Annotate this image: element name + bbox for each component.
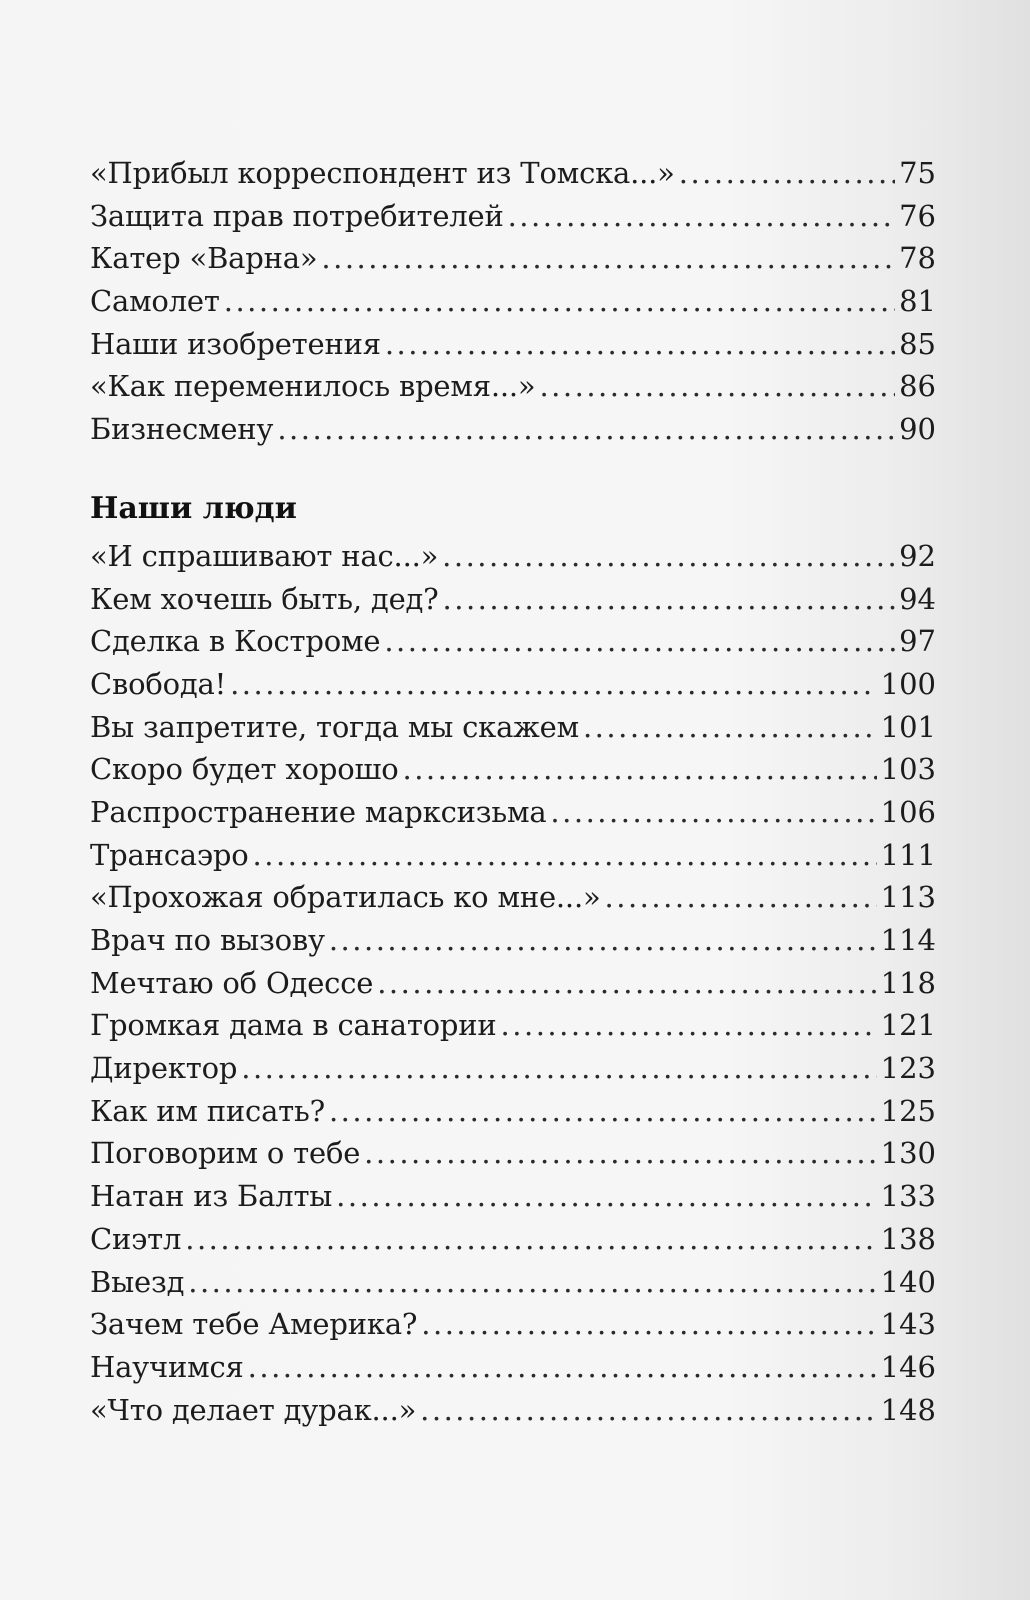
toc-entry-page: 148: [880, 1392, 936, 1427]
toc-entry: [90, 1047, 936, 1090]
toc-entry-page: 123: [880, 1051, 936, 1086]
toc-entry: [90, 834, 936, 877]
toc-entry-page: 103: [880, 752, 936, 787]
toc-section-1: [90, 152, 936, 451]
toc-entry: [90, 237, 936, 280]
toc-entry: [90, 876, 936, 919]
toc-entry-page: 90: [899, 412, 936, 447]
dot-leader: [188, 1261, 876, 1304]
dot-leader: [336, 1175, 876, 1218]
toc-entry-title: Распространение марксизьма: [90, 794, 547, 829]
dot-leader: [420, 1389, 877, 1432]
toc-entry-title: «И спрашивают нас...»: [90, 538, 439, 573]
toc-entry-page: 138: [880, 1221, 936, 1256]
dot-leader: [550, 791, 876, 834]
toc-entry-page: 106: [880, 794, 936, 829]
toc-entry-page: 92: [899, 538, 936, 573]
toc-entry: [90, 1175, 936, 1218]
toc-entry-title: Громкая дама в санатории: [90, 1008, 497, 1043]
toc-entry-title: «Что делает дурак...»: [90, 1392, 417, 1427]
toc-entry-title: Вы запретите, тогда мы скажем: [90, 709, 579, 744]
toc-entry: [90, 152, 936, 195]
toc-entry-title: Научимся: [90, 1349, 244, 1384]
dot-leader: [321, 237, 895, 280]
dot-leader: [241, 1047, 876, 1090]
toc-entry-title: Директор: [90, 1051, 238, 1086]
toc-entry: [90, 323, 936, 366]
toc-entry-title: Свобода!: [90, 666, 227, 701]
toc-entry: [90, 1218, 936, 1261]
toc-entry-title: Выезд: [90, 1264, 185, 1299]
toc-entry-page: 113: [880, 880, 936, 915]
toc-entry: [90, 195, 936, 238]
dot-leader: [402, 748, 876, 791]
toc-entry-title: Мечтаю об Одессе: [90, 965, 374, 1000]
dot-leader: [605, 876, 877, 919]
toc-entry: [90, 748, 936, 791]
toc-entry-title: Трансаэро: [90, 837, 249, 872]
toc-entry: [90, 919, 936, 962]
dot-leader: [248, 1346, 877, 1389]
toc-entry-page: 143: [880, 1307, 936, 1342]
toc-entry-title: Натан из Балты: [90, 1179, 333, 1214]
dot-leader: [583, 706, 877, 749]
dot-leader: [421, 1303, 876, 1346]
toc-entry-title: «Прибыл корреспондент из Томска...»: [90, 156, 675, 190]
toc-entry: [90, 791, 936, 834]
toc-entry: [90, 408, 936, 451]
toc-entry-title: Защита прав потребителей: [90, 198, 504, 233]
toc-entry-title: Самолет: [90, 284, 220, 319]
toc-entry: [90, 578, 936, 621]
toc-entry-title: Бизнесмену: [90, 412, 274, 447]
dot-leader: [384, 620, 895, 663]
toc-entry-page: 94: [899, 581, 936, 616]
dot-leader: [508, 195, 896, 238]
toc-entry-title: Сиэтл: [90, 1221, 182, 1256]
toc-entry: [90, 1346, 936, 1389]
toc-entry: [90, 1261, 936, 1304]
dot-leader: [224, 280, 895, 323]
toc-entry-title: Врач по вызову: [90, 923, 325, 957]
toc-entry: [90, 1132, 936, 1175]
dot-leader: [329, 1090, 877, 1133]
toc-entry: [90, 1004, 936, 1047]
toc-entry: [90, 1303, 936, 1346]
toc-entry-title: Сделка в Костроме: [90, 624, 381, 659]
toc-entry-title: Наши изобретения: [90, 326, 381, 361]
toc-entry: [90, 1090, 936, 1133]
dot-leader: [501, 1004, 877, 1047]
dot-leader: [329, 919, 877, 962]
toc-entry: [90, 706, 936, 749]
dot-leader: [185, 1218, 876, 1261]
toc-entry: [90, 620, 936, 663]
toc-entry-page: 125: [880, 1093, 936, 1128]
toc-entry-title: «Прохожая обратилась ко мне...»: [90, 880, 601, 915]
dot-leader: [443, 578, 896, 621]
toc-entry-title: Поговорим о тебе: [90, 1136, 361, 1171]
toc-entry-page: 101: [880, 709, 936, 744]
toc-entry-page: 81: [899, 284, 936, 319]
toc-entry-title: Катер «Варна»: [90, 241, 318, 276]
dot-leader: [253, 834, 877, 877]
toc-entry-page: 75: [899, 156, 936, 190]
dot-leader: [679, 152, 895, 195]
toc-entry-page: 85: [899, 326, 936, 361]
toc-entry-page: 114: [880, 923, 936, 957]
toc-entry-page: 130: [880, 1136, 936, 1171]
toc-entry: [90, 365, 936, 408]
dot-leader: [442, 535, 895, 578]
toc-entry-page: 76: [899, 198, 936, 233]
toc-section-2: [90, 535, 936, 1431]
toc-entry-page: 121: [880, 1008, 936, 1043]
toc-entry-title: Как им писать?: [90, 1093, 325, 1128]
toc-entry-title: «Как переменилось время...»: [90, 369, 536, 404]
toc-entry-page: 78: [899, 241, 936, 276]
toc-entry-page: 140: [880, 1264, 936, 1299]
toc-entry: [90, 1389, 936, 1432]
dot-leader: [230, 663, 877, 706]
dot-leader: [385, 323, 895, 366]
toc-entry-page: 133: [880, 1179, 936, 1214]
toc-entry-page: 86: [899, 369, 936, 404]
dot-leader: [277, 408, 895, 451]
section-heading: Наши люди: [90, 490, 297, 526]
toc-entry-page: 146: [880, 1349, 936, 1384]
toc-entry: [90, 962, 936, 1005]
dot-leader: [377, 962, 876, 1005]
toc-entry-title: Скоро будет хорошо: [90, 752, 399, 787]
dot-leader: [539, 365, 895, 408]
toc-entry-page: 111: [880, 837, 936, 872]
toc-entry-page: 97: [899, 624, 936, 659]
table-of-contents: [90, 152, 936, 1431]
toc-entry-page: 100: [880, 666, 936, 701]
toc-entry: [90, 663, 936, 706]
toc-entry-title: Кем хочешь быть, дед?: [90, 581, 439, 616]
toc-entry: [90, 535, 936, 578]
toc-entry: [90, 280, 936, 323]
toc-entry-page: 118: [880, 965, 936, 1000]
toc-entry-title: Зачем тебе Америка?: [90, 1307, 418, 1342]
dot-leader: [364, 1132, 876, 1175]
